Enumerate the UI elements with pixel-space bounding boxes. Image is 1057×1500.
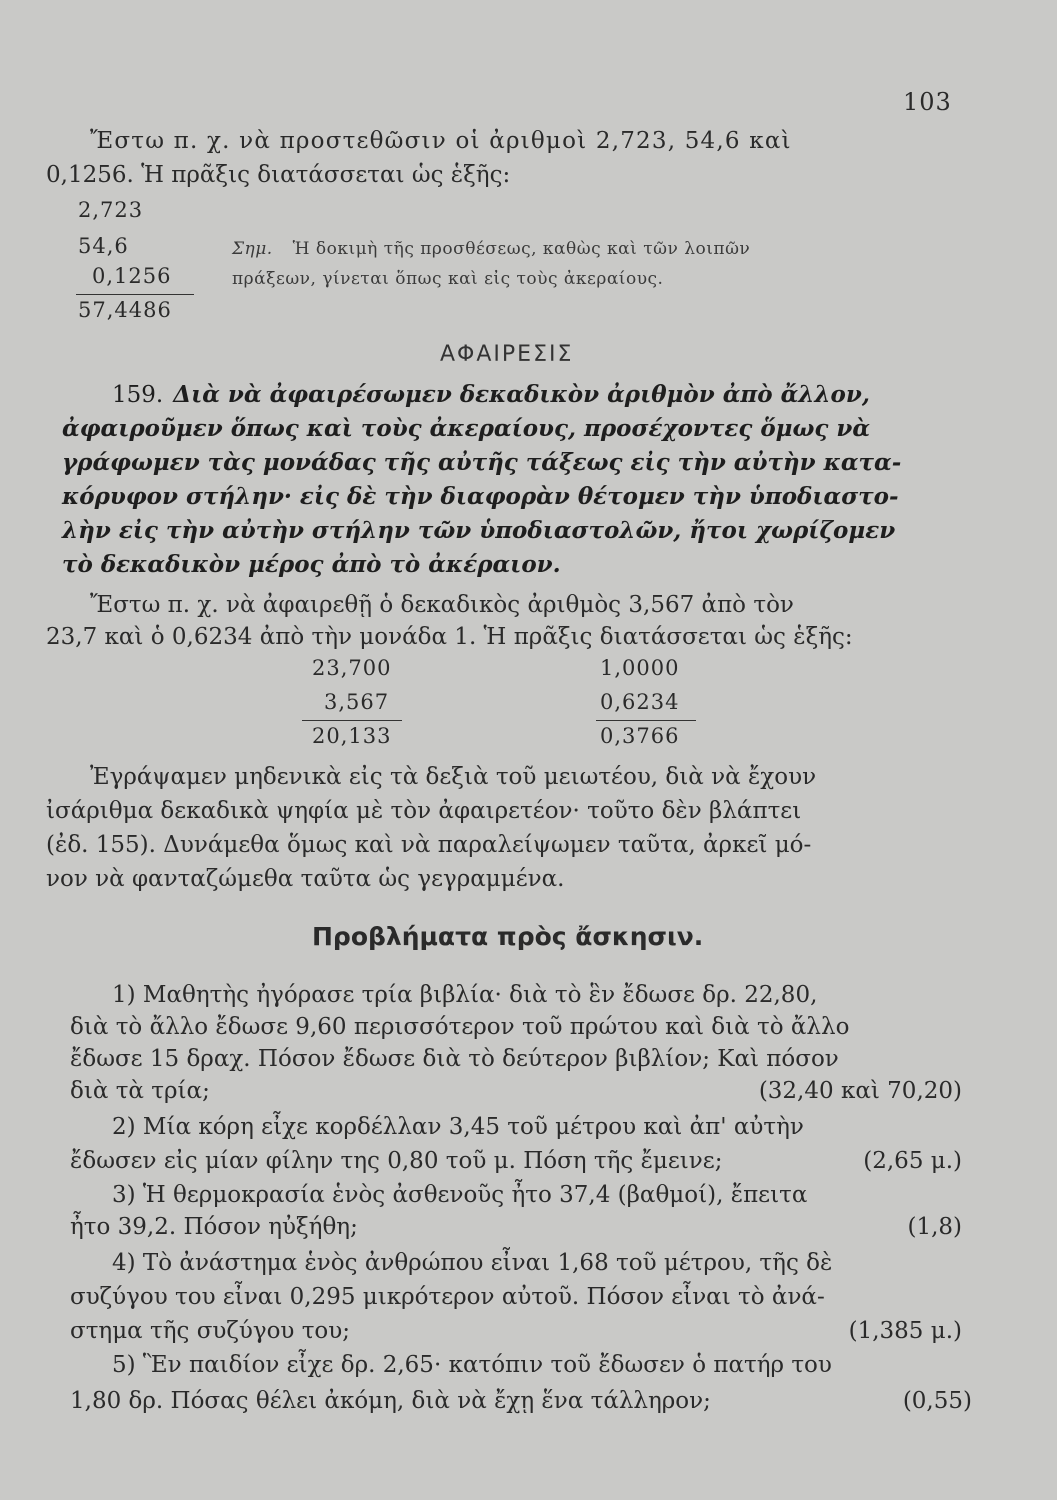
rule-line-6: τὸ δεκαδικὸν μέρος ἀπὸ τὸ ἀκέραιον. xyxy=(62,551,561,578)
problem-1-line-3: ἔδωσε 15 δραχ. Πόσον ἔδωσε διὰ τὸ δεύτερον βιβλίον; Καὶ πόσον xyxy=(70,1046,839,1072)
problem-5-line-1: 5) Ἓν παιδίον εἶχε δρ. 2,65· κατόπιν τοῦ ἔδωσεν ὁ πατήρ του xyxy=(112,1352,832,1378)
problem-1-text-end: διὰ τὰ τρία; xyxy=(70,1078,210,1104)
problem-3-answer: (1,8) xyxy=(907,1214,962,1240)
sum-rule xyxy=(76,294,194,295)
problem-3-text-end: ἦτο 39,2. Πόσον ηὐξήθη; xyxy=(70,1214,358,1240)
minuend-1: 23,700 xyxy=(312,656,392,680)
problem-3-line-2 xyxy=(70,1212,962,1242)
problem-4-answer: (1,385 μ.) xyxy=(848,1318,962,1344)
problem-4-line-2: συζύγου του εἶναι 0,295 μικρότερον αὐτοῦ. Πόσον εἶναι τὸ ἀνά- xyxy=(70,1284,825,1310)
problem-5-answer: (0,55) xyxy=(902,1388,972,1414)
rule-line-3: γράφωμεν τὰς μονάδας τῆς αὐτῆς τάξεως εἰς τὴν αὐτὴν κατα- xyxy=(62,449,902,476)
minuend-2: 1,0000 xyxy=(600,656,680,680)
rule-line-5: λὴν εἰς τὴν αὐτὴν στήλην τῶν ὑποδιαστολῶν, ἤτοι χωρίζομεν xyxy=(62,517,896,544)
problem-2-line-1: 2) Μία κόρη εἶχε κορδέλλαν 3,45 τοῦ μέτρου καὶ ἀπ' αὐτὴν xyxy=(112,1114,804,1140)
rule-line-4: κόρυφον στήλην· εἰς δὲ τὴν διαφορὰν θέτομεν τὴν ὑποδιαστο- xyxy=(62,483,899,510)
addend-2: 54,6 xyxy=(78,234,129,258)
rule-line-2: ἀφαιροῦμεν ὅπως καὶ τοὺς ἀκεραίους, προσέχοντες ὅμως νὰ xyxy=(62,415,871,442)
difference-1: 20,133 xyxy=(312,724,392,748)
addend-3: 0,1256 xyxy=(92,264,172,288)
subtrahend-1: 3,567 xyxy=(324,690,390,714)
problem-2-line-2 xyxy=(70,1146,962,1176)
rule-number: 159. xyxy=(112,382,164,408)
section-title: ΑΦΑΙΡΕΣΙΣ xyxy=(440,342,574,367)
note-line-1 xyxy=(232,234,750,264)
difference-2: 0,3766 xyxy=(600,724,680,748)
problem-1-line-1: 1) Μαθητὴς ἠγόρασε τρία βιβλία· διὰ τὸ ἓν ἔδωσε δρ. 22,80, xyxy=(112,982,818,1008)
intro-line-2: 0,1256. Ἡ πρᾶξις διατάσσεται ὡς ἑξῆς: xyxy=(46,162,511,188)
problems-title: Προβλήματα πρὸς ἄσκησιν. xyxy=(312,922,704,951)
problem-3-line-1: 3) Ἡ θερμοκρασία ἑνὸς ἀσθενοῦς ἦτο 37,4 (βαθμοί), ἔπειτα xyxy=(112,1182,808,1208)
note-text-1: Ἡ δοκιμὴ τῆς προσθέσεως, καθὼς καὶ τῶν λοιπῶν xyxy=(292,239,751,259)
rule-line-1 xyxy=(112,380,960,410)
problem-2-text-end: ἔδωσεν εἰς μίαν φίλην της 0,80 τοῦ μ. Πόση τῆς ἔμεινε; xyxy=(70,1148,723,1174)
note-line-2: πράξεων, γίνεται ὅπως καὶ εἰς τοὺς ἀκεραίους. xyxy=(232,269,664,289)
problem-4-line-3 xyxy=(70,1316,962,1346)
sum-result: 57,4486 xyxy=(78,298,172,322)
example-line-2: 23,7 καὶ ὁ 0,6234 ἀπὸ τὴν μονάδα 1. Ἡ πρᾶξις διατάσσεται ὡς ἑξῆς: xyxy=(46,624,853,650)
problem-1-answer: (32,40 καὶ 70,20) xyxy=(758,1078,962,1104)
problem-1-line-2: διὰ τὸ ἄλλο ἔδωσε 9,60 περισσότερον τοῦ πρώτου καὶ διὰ τὸ ἄλλο xyxy=(70,1014,850,1040)
explain-line-2: ἰσάριθμα δεκαδικὰ ψηφία μὲ τὸν ἀφαιρετέον· τοῦτο δὲν βλάπτει xyxy=(46,798,802,824)
addend-1: 2,723 xyxy=(78,198,144,222)
intro-line-1: Ἔστω π. χ. νὰ προστεθῶσιν οἱ ἀριθμοὶ 2,723, 54,6 καὶ xyxy=(90,128,792,154)
example-line-1: Ἔστω π. χ. νὰ ἀφαιρεθῇ ὁ δεκαδικὸς ἀριθμὸς 3,567 ἀπὸ τὸν xyxy=(90,592,794,618)
note-label: Σημ. xyxy=(232,239,273,259)
explain-line-4: νον νὰ φανταζώμεθα ταῦτα ὡς γεγραμμένα. xyxy=(46,866,565,892)
explain-line-3: (ἐδ. 155). Δυνάμεθα ὅμως καὶ νὰ παραλείψωμεν ταῦτα, ἀρκεῖ μό- xyxy=(46,832,812,858)
problem-1-line-4 xyxy=(70,1076,962,1106)
difference-rule-1 xyxy=(302,720,402,721)
problem-5-line-2 xyxy=(70,1386,972,1416)
problem-2-answer: (2,65 μ.) xyxy=(863,1148,962,1174)
problem-5-text-end: 1,80 δρ. Πόσας θέλει ἀκόμη, διὰ νὰ ἔχῃ ἕνα τάλληρον; xyxy=(70,1388,711,1414)
explain-line-1: Ἐγράψαμεν μηδενικὰ εἰς τὰ δεξιὰ τοῦ μειωτέου, διὰ νὰ ἔχουν xyxy=(90,764,817,790)
rule-text-1: Διὰ νὰ ἀφαιρέσωμεν δεκαδικὸν ἀριθμὸν ἀπὸ ἄλλον, xyxy=(173,381,870,408)
difference-rule-2 xyxy=(596,720,696,721)
page-number: 103 xyxy=(903,88,952,116)
problem-4-line-1: 4) Τὸ ἀνάστημα ἑνὸς ἀνθρώπου εἶναι 1,68 τοῦ μέτρου, τῆς δὲ xyxy=(112,1250,833,1276)
problem-4-text-end: στημα τῆς συζύγου του; xyxy=(70,1318,351,1344)
subtrahend-2: 0,6234 xyxy=(600,690,680,714)
